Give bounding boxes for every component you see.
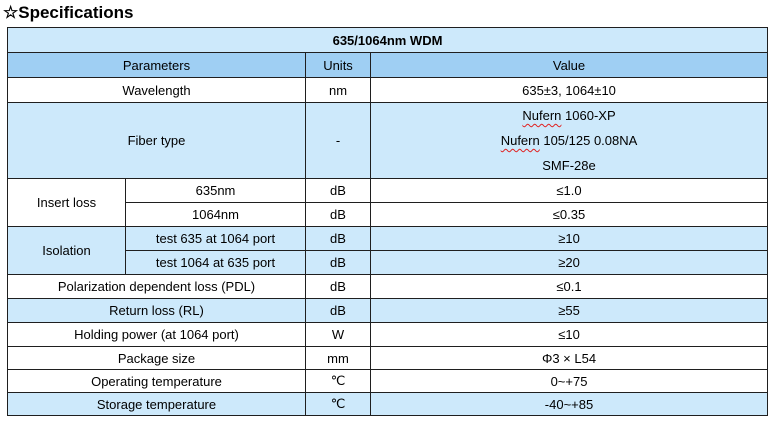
row-wavelength: [8, 78, 768, 103]
fiber-type-line-2: [373, 128, 765, 153]
holding-power-value: ≤10: [371, 323, 768, 347]
fiber-type-value: [371, 103, 768, 179]
holding-power-units: W: [306, 323, 371, 347]
operating-temperature-param: Operating temperature: [8, 370, 306, 393]
insert-loss-1064-param: 1064nm: [126, 203, 306, 227]
page-title: ☆Specifications: [3, 3, 134, 22]
isolation-1-units: dB: [306, 227, 371, 251]
isolation-2-value: ≥20: [371, 251, 768, 275]
fiber-type-line-2-rest: 105/125 0.08NA: [539, 133, 638, 148]
insert-loss-group-label: Insert loss: [8, 179, 126, 227]
isolation-1-param: test 635 at 1064 port: [126, 227, 306, 251]
pdl-param: Polarization dependent loss (PDL): [8, 275, 306, 299]
fiber-type-line-3: [373, 153, 765, 178]
column-header-value: Value: [371, 53, 768, 78]
operating-temperature-units: ℃: [306, 370, 371, 393]
wavelength-units: nm: [306, 78, 371, 103]
storage-temperature-units: ℃: [306, 393, 371, 416]
row-package-size: [8, 347, 768, 370]
fiber-type-line-1: [373, 103, 765, 128]
pdl-units: dB: [306, 275, 371, 299]
specs-table: [7, 27, 768, 416]
wavelength-value: 635±3, 1064±10: [371, 78, 768, 103]
storage-temperature-value: -40~+85: [371, 393, 768, 416]
return-loss-value: ≥55: [371, 299, 768, 323]
row-operating-temperature: [8, 370, 768, 393]
row-storage-temperature: [8, 393, 768, 416]
insert-loss-1064-units: dB: [306, 203, 371, 227]
fiber-type-line-1-rest: 1060-XP: [561, 108, 616, 123]
holding-power-param: Holding power (at 1064 port): [8, 323, 306, 347]
fiber-type-line-1-word: Nufern: [522, 108, 562, 123]
pdl-value: ≤0.1: [371, 275, 768, 299]
insert-loss-635-param: 635nm: [126, 179, 306, 203]
row-holding-power: [8, 323, 768, 347]
row-fiber-type: [8, 103, 768, 179]
storage-temperature-param: Storage temperature: [8, 393, 306, 416]
return-loss-param: Return loss (RL): [8, 299, 306, 323]
column-header-row: [8, 53, 768, 78]
insert-loss-635-value: ≤1.0: [371, 179, 768, 203]
table-title-row: [8, 28, 768, 53]
package-size-param: Package size: [8, 347, 306, 370]
table-title: 635/1064nm WDM: [8, 28, 768, 53]
row-pdl: [8, 275, 768, 299]
operating-temperature-value: 0~+75: [371, 370, 768, 393]
return-loss-units: dB: [306, 299, 371, 323]
fiber-type-line-2-word: Nufern: [500, 133, 540, 148]
row-insert-loss-635: [8, 179, 768, 203]
fiber-type-line-3-rest: SMF-28e: [542, 158, 596, 173]
row-return-loss: [8, 299, 768, 323]
isolation-group-label: Isolation: [8, 227, 126, 275]
isolation-2-param: test 1064 at 635 port: [126, 251, 306, 275]
isolation-1-value: ≥10: [371, 227, 768, 251]
fiber-type-param: Fiber type: [8, 103, 306, 179]
insert-loss-1064-value: ≤0.35: [371, 203, 768, 227]
package-size-units: mm: [306, 347, 371, 370]
package-size-value: Φ3 × L54: [371, 347, 768, 370]
column-header-units: Units: [306, 53, 371, 78]
spec-page: [0, 3, 773, 416]
column-header-parameters: Parameters: [8, 53, 306, 78]
wavelength-param: Wavelength: [8, 78, 306, 103]
isolation-2-units: dB: [306, 251, 371, 275]
fiber-type-units: -: [306, 103, 371, 179]
row-isolation-1: [8, 227, 768, 251]
insert-loss-635-units: dB: [306, 179, 371, 203]
